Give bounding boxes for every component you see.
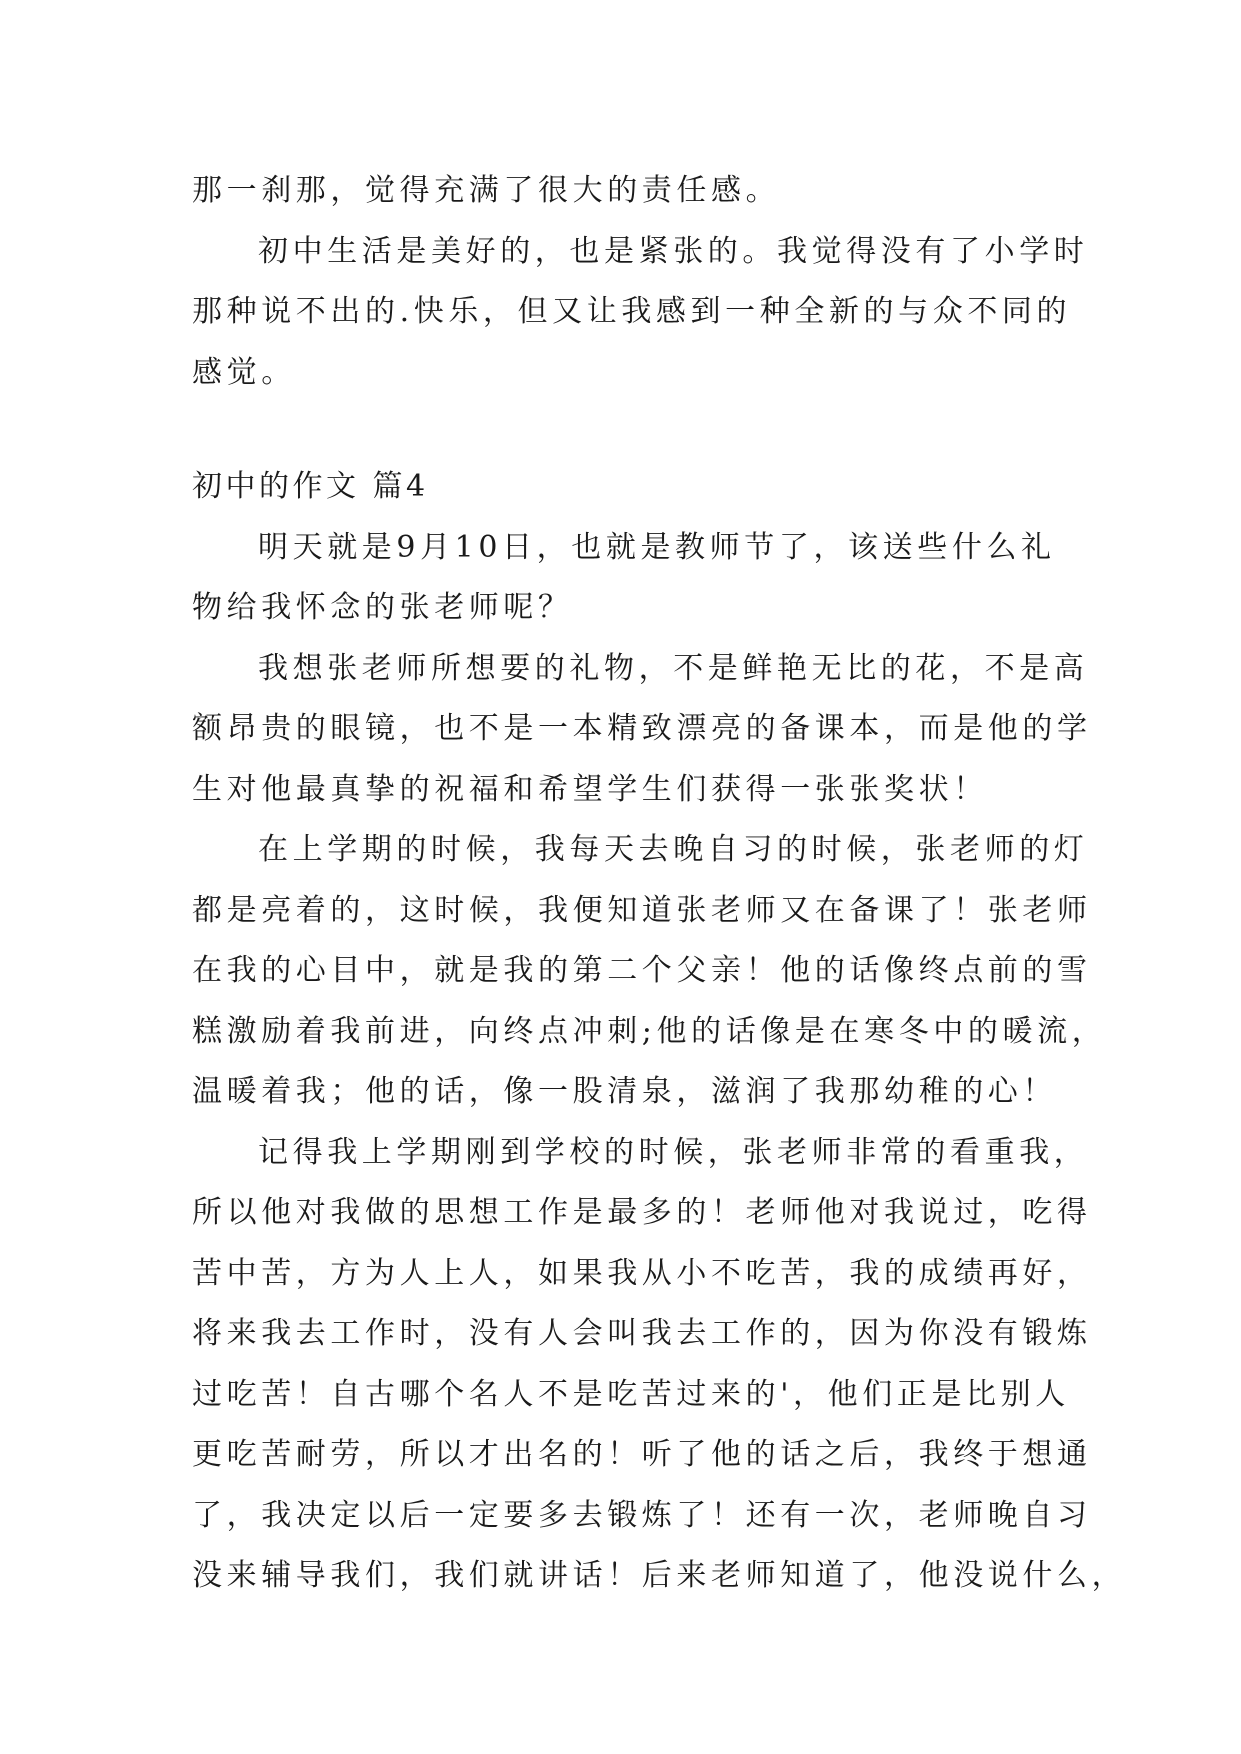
text-line: 所以他对我做的思想工作是最多的！老师他对我说过，吃得 bbox=[192, 1195, 1092, 1230]
paragraph bbox=[192, 1123, 1127, 1607]
text-line: 我想张老师所想要的礼物，不是鲜艳无比的花，不是高 bbox=[258, 650, 1089, 686]
text-line: 没来辅导我们，我们就讲话！后来老师知道了，他没说什么， bbox=[192, 1558, 1127, 1593]
text-line: 糕激励着我前进，向终点冲刺;他的话像是在寒冬中的暖流， bbox=[192, 1013, 1107, 1049]
text-line: 温暖着我；他的话，像一股清泉，滋润了我那幼稚的心！ bbox=[192, 1074, 1057, 1109]
text-line: 在我的心目中，就是我的第二个父亲！他的话像终点前的雪 bbox=[192, 953, 1092, 988]
text-line: 物给我怀念的张老师呢？ bbox=[192, 590, 573, 625]
text-line: 额昂贵的眼镜，也不是一本精致漂亮的备课本，而是他的学 bbox=[192, 711, 1092, 746]
text-line: 在上学期的时候，我每天去晚自习的时候，张老师的灯 bbox=[258, 832, 1089, 867]
paragraph bbox=[192, 820, 1107, 1123]
paragraph bbox=[192, 161, 1052, 222]
text-line: 生对他最真挚的祝福和希望学生们获得一张张奖状！ bbox=[192, 771, 988, 807]
text-line: 那一刹那，觉得充满了很大的责任感。 bbox=[192, 173, 781, 208]
text-line: 初中生活是美好的，也是紧张的。我觉得没有了小学时 bbox=[258, 233, 1089, 269]
text-line: 感觉。 bbox=[192, 354, 296, 390]
text-line: 明天就是9月10日，也就是教师节了，该送些什么礼 bbox=[258, 529, 1056, 565]
paragraph bbox=[192, 518, 1056, 639]
text-line: 更吃苦耐劳，所以才出名的！听了他的话之后，我终于想通 bbox=[192, 1437, 1092, 1472]
text-line: 都是亮着的，这时候，我便知道张老师又在备课了！张老师 bbox=[192, 892, 1092, 928]
section-heading: 初中的作文 篇4 bbox=[192, 469, 429, 504]
text-line: 了，我决定以后一定要多去锻炼了！还有一次，老师晚自习 bbox=[192, 1497, 1092, 1533]
paragraph bbox=[192, 639, 1092, 821]
paragraph bbox=[192, 222, 1089, 404]
text-line: 那种说不出的.快乐，但又让我感到一种全新的与众不同的 bbox=[192, 294, 1072, 329]
page-content bbox=[192, 161, 1127, 1607]
text-line: 记得我上学期刚到学校的时候，张老师非常的看重我， bbox=[258, 1134, 1089, 1170]
text-line: 过吃苦！自古哪个名人不是吃苦过来的'，他们正是比别人 bbox=[192, 1376, 1070, 1412]
text-line: 将来我去工作时，没有人会叫我去工作的，因为你没有锻炼 bbox=[192, 1316, 1092, 1351]
text-line: 苦中苦，方为人上人，如果我从小不吃苦，我的成绩再好， bbox=[192, 1255, 1092, 1291]
